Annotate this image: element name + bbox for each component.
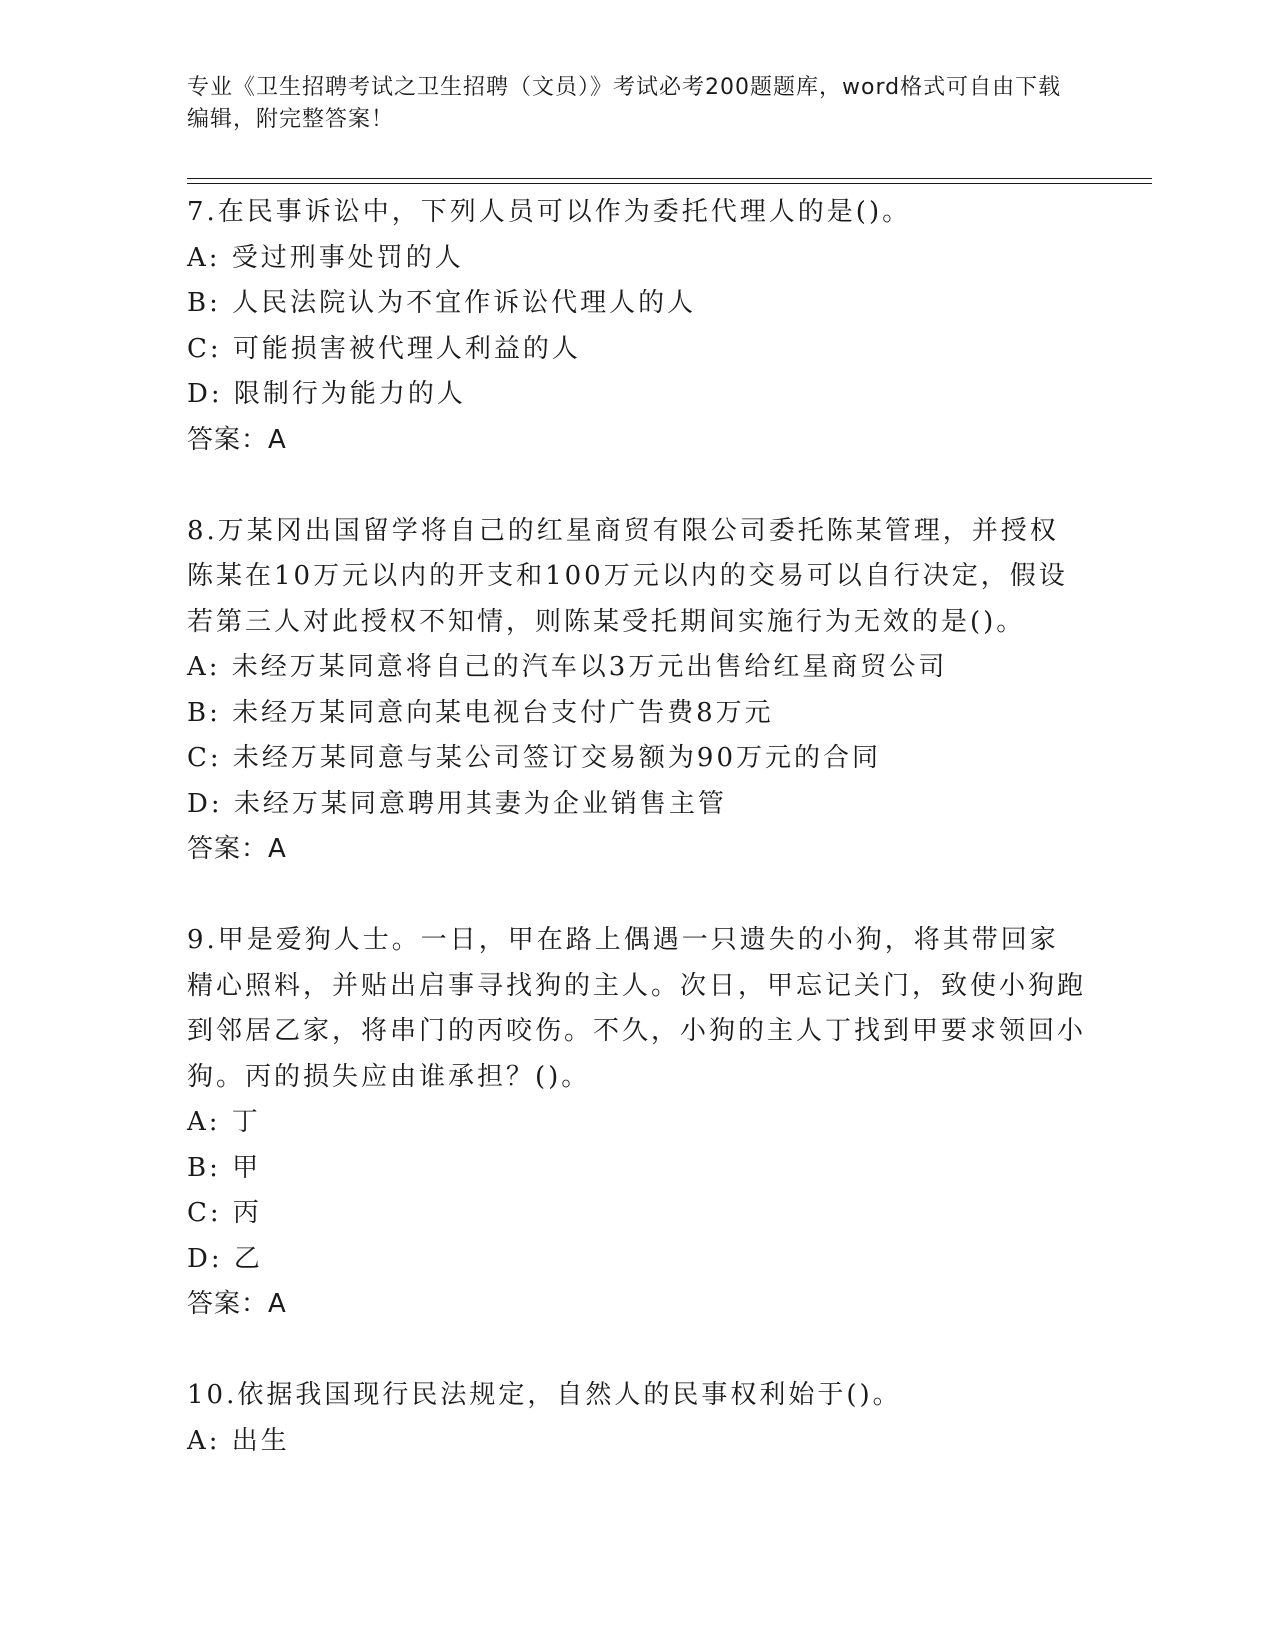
document-header [187, 72, 1067, 136]
question-list [187, 190, 1087, 1510]
question-text: 8.万某冈出国留学将自己的红星商贸有限公司委托陈某管理，并授权陈某在10万元以内的开支和100万元以内的交易可以自行决定，假设若第三人对此授权不知情，则陈某受托期间实施行为无效的是()。 [187, 515, 1068, 637]
option-d: D: 乙 [187, 1243, 263, 1274]
option-d: D: 限制行为能力的人 [187, 379, 466, 409]
header-divider-top [187, 178, 1152, 179]
option-d: D: 未经万某同意聘用其妻为企业销售主管 [187, 788, 727, 819]
answer-line: 答案：A [187, 1289, 287, 1319]
option-c: C: 丙 [187, 1198, 262, 1228]
option-a: A: 出生 [187, 1425, 290, 1456]
option-b: B: 甲 [187, 1152, 262, 1183]
question-10 [187, 1373, 1087, 1464]
question-9 [187, 918, 1087, 1328]
question-text: 7.在民事诉讼中，下列人员可以作为委托代理人的是()。 [187, 197, 912, 227]
option-a: A: 丁 [187, 1107, 261, 1137]
option-a: A: 未经万某同意将自己的汽车以3万元出售给红星商贸公司 [187, 652, 948, 682]
option-c: C: 未经万某同意与某公司签订交易额为90万元的合同 [187, 743, 882, 773]
header-text: 专业《卫生招聘考试之卫生招聘（文员）》考试必考200题题库，word格式可自由下载编辑，附完整答案！ [187, 75, 1062, 132]
header-divider-bottom [187, 183, 1152, 184]
question-7 [187, 190, 1087, 463]
question-8 [187, 509, 1087, 873]
question-text: 10.依据我国现行民法规定，自然人的民事权利始于()。 [187, 1380, 902, 1410]
option-b: B: 人民法院认为不宜作诉讼代理人的人 [187, 288, 697, 318]
answer-line: 答案：A [187, 834, 287, 864]
option-c: C: 可能损害被代理人利益的人 [187, 333, 581, 364]
option-a: A: 受过刑事处罚的人 [187, 242, 464, 273]
question-text: 9.甲是爱狗人士。一日，甲在路上偶遇一只遗失的小狗，将其带回家精心照料，并贴出启事寻找狗的主人。次日，甲忘记关门，致使小狗跑到邻居乙家，将串门的丙咬伤。不久，小狗的主人丁找到甲要求领回小狗。丙的损失应由谁承担？()。 [187, 925, 1087, 1092]
answer-line: 答案：A [187, 424, 287, 455]
option-b: B: 未经万某同意向某电视台支付广告费8万元 [187, 697, 774, 728]
